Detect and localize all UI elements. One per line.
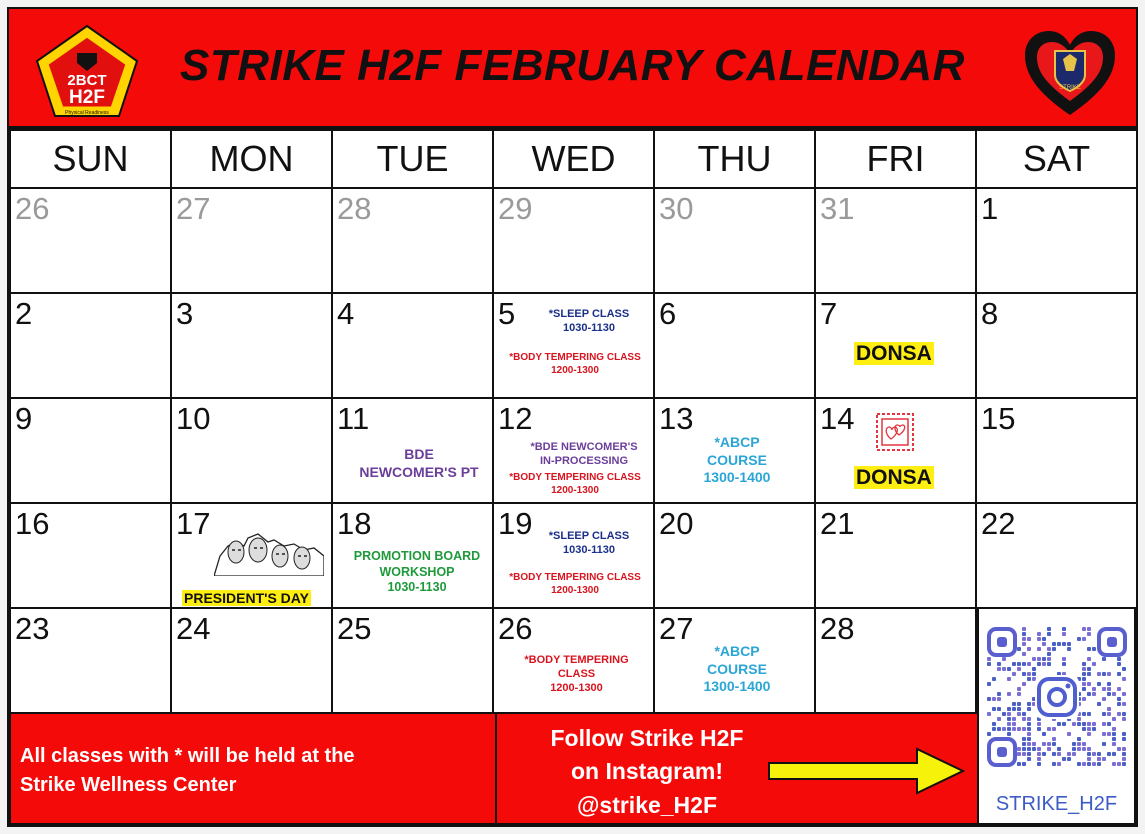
logo-left-line2: H2F bbox=[69, 87, 105, 108]
day-number: 11 bbox=[337, 401, 370, 436]
event-presidents-day: PRESIDENT'S DAY bbox=[184, 590, 309, 606]
instagram-qr-code[interactable] bbox=[977, 607, 1136, 825]
day-number: 2 bbox=[15, 296, 33, 331]
day-header-tue: TUE bbox=[331, 129, 494, 189]
footer-note-text: All classes with * will be held at the Strike Wellness Center bbox=[20, 745, 355, 796]
day-cell-8 bbox=[975, 292, 1138, 399]
day-number: 14 bbox=[820, 401, 855, 436]
day-number: 31 bbox=[820, 191, 855, 226]
h2f-pentagon-logo bbox=[33, 23, 141, 119]
day-number: 29 bbox=[498, 191, 533, 226]
mount-rushmore-icon bbox=[214, 516, 324, 576]
event-sleep-class-feb5: *SLEEP CLASS 1030-1130 bbox=[548, 308, 630, 334]
calendar-poster bbox=[7, 7, 1138, 827]
day-cell-31-prev bbox=[814, 187, 977, 294]
day-number: 1 bbox=[981, 191, 999, 226]
logo-left-line1: 2BCT bbox=[67, 72, 107, 89]
event-body-tempering-feb12: *BODY TEMPERING CLASS 1200-1300 bbox=[509, 472, 641, 496]
day-number: 15 bbox=[981, 401, 1016, 436]
day-cell-10 bbox=[170, 397, 333, 504]
day-number: 24 bbox=[176, 611, 211, 646]
day-number: 16 bbox=[15, 506, 50, 541]
footer-follow-text: Follow Strike H2F on Instagram! @strike_H2F bbox=[550, 725, 744, 818]
footer-instagram-panel bbox=[495, 712, 979, 825]
day-number: 23 bbox=[15, 611, 50, 646]
day-number: 21 bbox=[820, 506, 855, 541]
event-sleep-class-feb19: *SLEEP CLASS 1030-1130 bbox=[548, 530, 630, 556]
day-number: 26 bbox=[498, 611, 533, 646]
day-cell-15 bbox=[975, 397, 1138, 504]
day-number: 27 bbox=[176, 191, 211, 226]
qr-label: STRIKE_H2F bbox=[995, 793, 1118, 815]
day-cell-1 bbox=[975, 187, 1138, 294]
event-body-tempering-feb26: *BODY TEMPERING CLASS 1200-1300 bbox=[524, 654, 629, 694]
day-number: 4 bbox=[337, 296, 355, 331]
logo-left-ring: Physical Readiness bbox=[65, 110, 109, 116]
valentine-stamp-icon bbox=[875, 412, 915, 452]
event-abcp-course-feb13: *ABCP COURSE 1300-1400 bbox=[703, 434, 771, 485]
day-header-sat: SAT bbox=[975, 129, 1138, 189]
day-header-mon: MON bbox=[170, 129, 333, 189]
event-bde-newcomer-inprocessing: *BDE NEWCOMER'S IN-PROCESSING bbox=[530, 441, 638, 467]
day-header-thu: THU bbox=[653, 129, 816, 189]
page-title: STRIKE H2F FEBRUARY CALENDAR bbox=[180, 41, 965, 90]
day-cell-24 bbox=[170, 607, 333, 714]
day-number: 20 bbox=[659, 506, 694, 541]
day-number: 8 bbox=[981, 296, 999, 331]
day-cell-26-prev bbox=[9, 187, 172, 294]
day-header-fri: FRI bbox=[814, 129, 977, 189]
event-body-tempering-feb5: *BODY TEMPERING CLASS 1200-1300 bbox=[509, 352, 641, 376]
day-number: 27 bbox=[659, 611, 694, 646]
event-donsa-feb14: DONSA bbox=[856, 466, 932, 489]
day-cell-21 bbox=[814, 502, 977, 609]
day-header-wed: WED bbox=[492, 129, 655, 189]
day-number: 9 bbox=[15, 401, 33, 436]
day-cell-20 bbox=[653, 502, 816, 609]
day-cell-27-prev bbox=[170, 187, 333, 294]
day-cell-28 bbox=[814, 607, 977, 714]
day-cell-16 bbox=[9, 502, 172, 609]
day-number: 26 bbox=[15, 191, 50, 226]
day-number: 18 bbox=[337, 506, 372, 541]
day-number: 30 bbox=[659, 191, 694, 226]
footer-note-panel bbox=[9, 712, 497, 825]
day-number: 7 bbox=[820, 296, 838, 331]
day-number: 3 bbox=[176, 296, 194, 331]
strike-heart-logo bbox=[1025, 31, 1115, 117]
day-number: 19 bbox=[498, 506, 533, 541]
day-cell-2 bbox=[9, 292, 172, 399]
day-number: 22 bbox=[981, 506, 1016, 541]
day-cell-23 bbox=[9, 607, 172, 714]
day-number: 28 bbox=[337, 191, 372, 226]
day-cell-30-prev bbox=[653, 187, 816, 294]
day-number: 25 bbox=[337, 611, 372, 646]
day-number: 28 bbox=[820, 611, 855, 646]
day-cell-6 bbox=[653, 292, 816, 399]
event-bde-newcomers-pt: BDE NEWCOMER'S PT bbox=[359, 446, 479, 480]
day-number: 13 bbox=[659, 401, 694, 436]
event-promotion-board-workshop: PROMOTION BOARD WORKSHOP 1030-1130 bbox=[353, 549, 481, 595]
day-cell-4 bbox=[331, 292, 494, 399]
day-number: 12 bbox=[498, 401, 533, 436]
event-abcp-course-feb27: *ABCP COURSE 1300-1400 bbox=[703, 643, 771, 694]
qr-code-icon bbox=[987, 623, 1127, 773]
event-donsa-feb7: DONSA bbox=[856, 342, 932, 365]
day-cell-25 bbox=[331, 607, 494, 714]
day-number: 17 bbox=[176, 506, 211, 541]
header-banner bbox=[9, 9, 1136, 129]
event-body-tempering-feb19: *BODY TEMPERING CLASS 1200-1300 bbox=[509, 572, 641, 596]
day-cell-29-prev bbox=[492, 187, 655, 294]
day-cell-22 bbox=[975, 502, 1138, 609]
arrow-right-icon bbox=[767, 746, 967, 796]
logo-right-text: STRIKE bbox=[1059, 85, 1081, 91]
day-cell-9 bbox=[9, 397, 172, 504]
day-cell-28-prev bbox=[331, 187, 494, 294]
day-header-sun: SUN bbox=[9, 129, 172, 189]
day-number: 5 bbox=[498, 296, 516, 331]
day-cell-3 bbox=[170, 292, 333, 399]
day-number: 10 bbox=[176, 401, 211, 436]
day-number: 6 bbox=[659, 296, 677, 331]
